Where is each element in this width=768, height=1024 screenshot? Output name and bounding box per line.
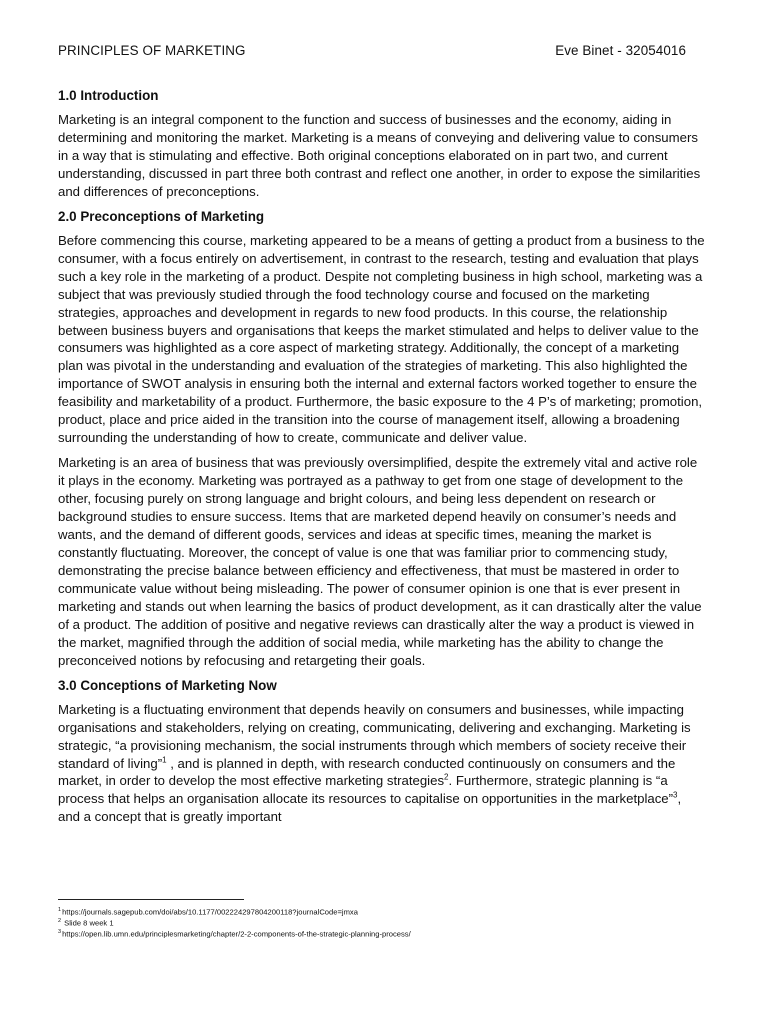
footnote-text: https://open.lib.umn.edu/principlesmarketing/chapter/2-2-components-of-the-strategic-planning-process/ bbox=[62, 929, 411, 939]
text-run: . Furthermore, strategic planning is “a process that helps an organisation allocate its resources to capitalise on opportunities in the marketplace” bbox=[58, 773, 674, 807]
footnotes bbox=[58, 906, 708, 939]
footnote-ref: 1 bbox=[162, 755, 167, 765]
footnote-text: https://journals.sagepub.com/doi/abs/10.1177/002224297804200118?journalCode=jmxa bbox=[62, 907, 358, 917]
paragraph bbox=[58, 701, 706, 827]
footnote-number: 1 bbox=[58, 907, 62, 913]
footnote bbox=[58, 917, 708, 928]
author-id: Eve Binet - 32054016 bbox=[555, 43, 686, 58]
footnote-number: 2 bbox=[58, 918, 62, 925]
section-heading-conceptions-now: 3.0 Conceptions of Marketing Now bbox=[58, 677, 277, 693]
document-body bbox=[58, 87, 706, 833]
paragraph: Marketing is an integral component to the function and success of businesses and the economy, aiding in determining and monitoring the market. Marketing is a means of conveying and delivering value to consumers in a way that is stimulating and effective. Both original conceptions elaborated on in part two, and current understanding, discussed in part three both contrast and reflect one another, in order to expose the similarities and differences of preconceptions. bbox=[58, 112, 701, 199]
footnote bbox=[58, 906, 708, 917]
text-run: , and a concept that is greatly important bbox=[58, 791, 682, 825]
footnote-text: Slide 8 week 1 bbox=[62, 918, 114, 928]
page-header bbox=[58, 43, 686, 58]
paragraph: Before commencing this course, marketing appeared to be a means of getting a product from a business to the consumer, with a focus entirely on advertisement, in contrast to the research, testing and evaluation that plays such a key role in the marketing of a product. Despite not completing business in high school, marketing was a subject that was previously studied through the food technology course and focused on the marketing strategies, approaches and development in regards to new food products. In this course, the relationship between business buyers and organisations that keeps the market stimulated and helps to deliver value to the consumers was highlighted as a core aspect of marketing strategy. Additionally, the concept of a marketing plan was pivotal in the understanding and evaluation of the strategies of marketing. This also highlighted the importance of SWOT analysis in ensuring both the internal and external factors worked together to ensure the feasibility and marketability of a product. Furthermore, the basic exposure to the 4 P’s of marketing; promotion, product, place and price aided in the transition into the course of management itself, allowing a broadening surrounding the understanding of how to create, communicate and deliver value. bbox=[58, 232, 705, 446]
section-heading-preconceptions: 2.0 Preconceptions of Marketing bbox=[58, 208, 265, 224]
footnote-ref: 3 bbox=[673, 791, 678, 801]
section-heading-introduction: 1.0 Introduction bbox=[58, 88, 159, 103]
footnote-divider bbox=[58, 899, 244, 900]
text-run: , and is planned in depth, with research conducted continuously on consumers and the market, in order to develop the most effective marketing strategies bbox=[58, 755, 676, 789]
course-title: PRINCIPLES OF MARKETING bbox=[58, 43, 246, 58]
paragraph: Marketing is an area of business that was previously oversimplified, despite the extremely vital and active role it plays in the economy. Marketing was portrayed as a pathway to get from one stage of development to the other, focusing purely on strong language and bright colours, and being less dependent on research or background studies to ensure success. Items that are marketed depend heavily on consumer’s needs and wants, and the demand of different goods, services and ideas at specific times, meaning the market is constantly fluctuating. Moreover, the concept of value is one that was familiar prior to commencing study, demonstrating the precise balance between efficiency and effectiveness, that must be mastered in order to communicate value without being misleading. The power of consumer opinion is one that is ever present in marketing and stands out when learning the basics of product development, as it can drastically alter the value of a product. The addition of positive and negative reviews can drastically alter the way a product is viewed in the market, magnified through the addition of social media, while marketing has the ability to change the preconceived notions by refocusing and retargeting their goals. bbox=[58, 455, 702, 668]
footnote bbox=[58, 928, 708, 939]
footnote-number: 3 bbox=[58, 929, 62, 936]
footnote-ref: 2 bbox=[444, 773, 449, 783]
text-run: Marketing is a fluctuating environment that depends heavily on consumers and businesses, while impacting organisations and stakeholders, relying on creating, communicating, delivering and exchanging. Marketing is strategic, “a provisioning mechanism, the social instruments through which members of society receive their standard of living” bbox=[58, 701, 691, 771]
